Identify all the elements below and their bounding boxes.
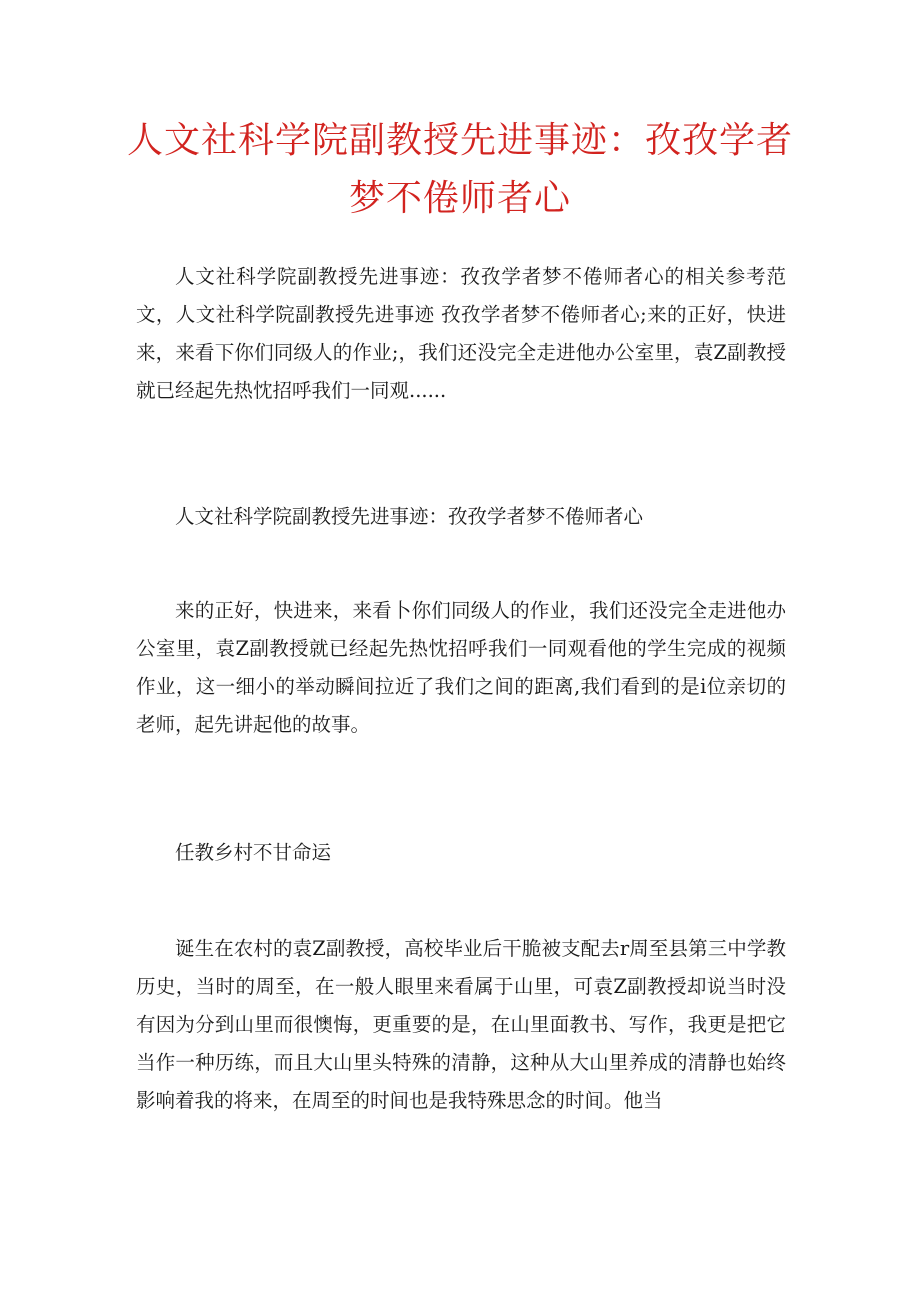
opening-paragraph: 来的正好，快进来，来看卜你们同级人的作业，我们还没完全走进他办公室里，袁Z副教授就已经起先热忱招呼我们一同观看他的学生完成的视频作业，这一细小的举动瞬间拉近了我们之间的距离,我们看到的是i位亲切的老师，起先讲起他的故事。 bbox=[136, 599, 786, 736]
intro-paragraph: 人文社科学院副教授先进事迹：孜孜学者梦不倦师者心的相关参考范文，人文社科学院副教授先进事迹 孜孜学者梦不倦师者心;来的正好，快进来，来看下你们同级人的作业;，我们还没完全走进他办公室里，袁Z副教授就已经起先热忱招呼我们一同观...... bbox=[136, 265, 786, 402]
section-heading: 任教乡村不甘命运 bbox=[175, 841, 332, 864]
document-title: 人文社科学院副教授先进事迹：孜孜学者梦不倦师者心 bbox=[126, 120, 793, 219]
body-paragraph: 诞生在农村的袁Z副教授，高校毕业后干脆被支配去r周至县第三中学教历史，当时的周至，在一般人眼里来看属于山里，可袁Z副教授却说当时没有因为分到山里而很懊悔，更重要的是，在山里面教书、写作，我更是把它当作一种历练，而且大山里头特殊的清静，这种从大山里养成的清静也始终影响着我的将来，在周至的时间也是我特殊思念的时间。他当 bbox=[136, 937, 786, 1112]
repeat-title-paragraph: 人文社科学院副教授先进事迹：孜孜学者梦不倦师者心 bbox=[175, 505, 644, 528]
